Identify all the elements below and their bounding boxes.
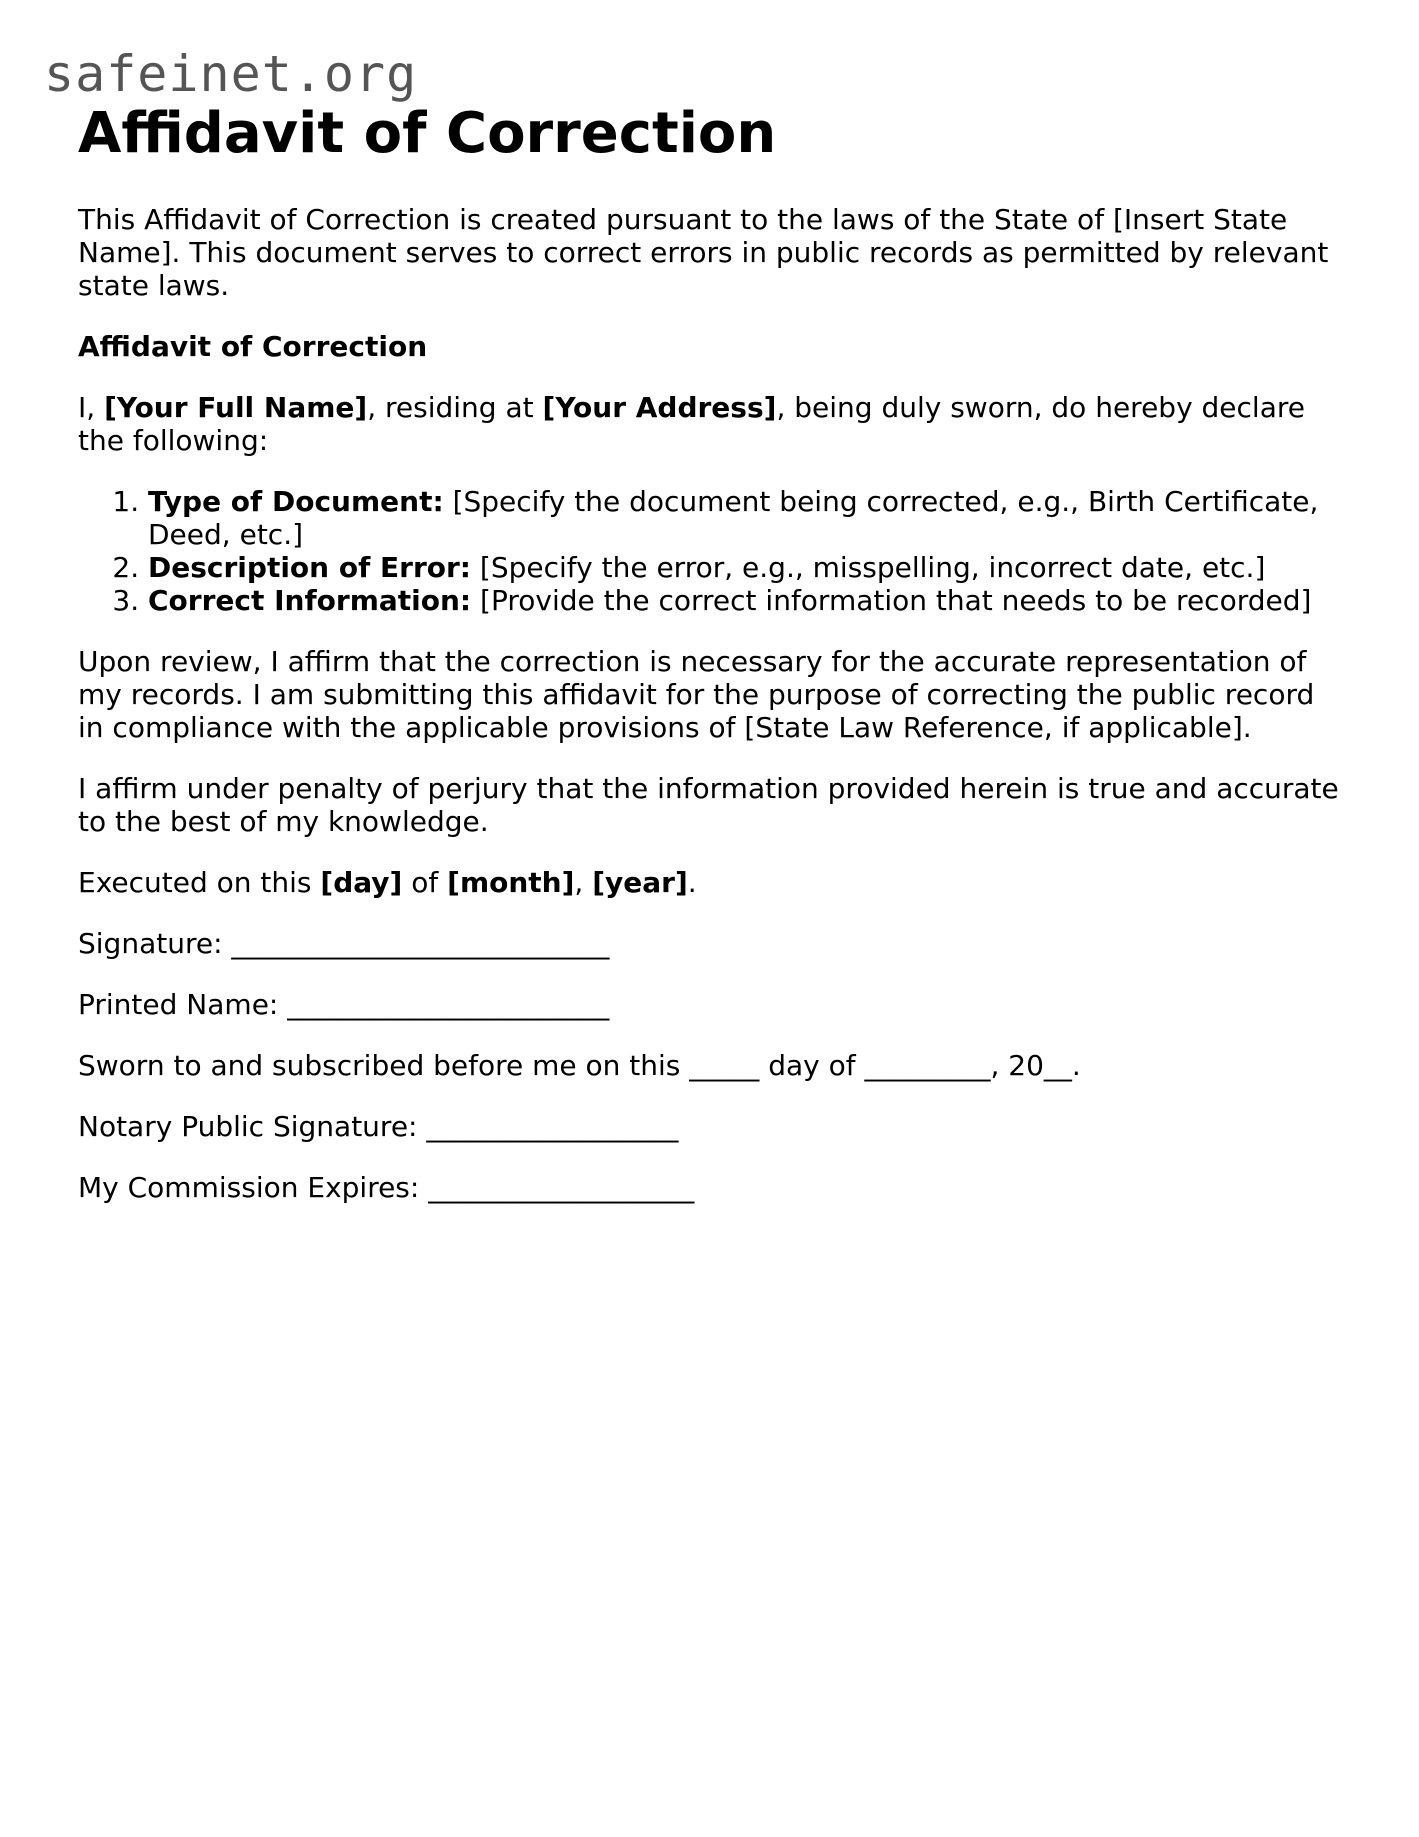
year-placeholder: [year]	[592, 866, 688, 899]
sworn-line: Sworn to and subscribed before me on this _____ day of _________, 20__.	[78, 1049, 1081, 1082]
executed-of: of	[402, 866, 448, 899]
correction-list	[78, 485, 1348, 617]
document-page	[78, 98, 1348, 1204]
list-item-text: [Specify the error, e.g., misspelling, incorrect date, etc.]	[471, 551, 1266, 584]
month-placeholder: [month]	[447, 866, 575, 899]
list-item-label: Correct Information:	[148, 584, 472, 617]
list-item-text: [Provide the correct information that needs to be recorded]	[471, 584, 1312, 617]
list-item-text: [Specify the document being corrected, e.g., Birth Certificate, Deed, etc.]	[148, 485, 1319, 551]
list-item	[148, 551, 1348, 584]
list-item	[148, 584, 1348, 617]
executed-line	[78, 866, 1348, 899]
executed-comma: ,	[574, 866, 593, 899]
day-placeholder: [day]	[320, 866, 403, 899]
affirm-paragraph: I affirm under penalty of perjury that the information provided herein is true and accurate to the best of my knowledge.	[78, 772, 1339, 838]
list-item-label: Type of Document:	[148, 485, 444, 518]
executed-prefix: Executed on this	[78, 866, 321, 899]
signature-line: Signature: ___________________________	[78, 927, 610, 960]
page-title: Affidavit of Correction	[78, 101, 777, 166]
declaration-paragraph	[78, 391, 1348, 457]
list-item	[148, 485, 1348, 551]
review-paragraph: Upon review, I affirm that the correction is necessary for the accurate representation of my records. I am submitting this affidavit for the purpose of correcting the public record in compliance with the applicable provisions of [State Law Reference, if applicable].	[78, 645, 1315, 744]
notary-signature-line: Notary Public Signature: __________________	[78, 1110, 679, 1143]
address-placeholder: [Your Address]	[542, 391, 777, 424]
list-item-label: Description of Error:	[148, 551, 471, 584]
printed-name-line: Printed Name: _______________________	[78, 988, 610, 1021]
watermark: safeinet.org	[44, 45, 418, 103]
section-heading: Affidavit of Correction	[78, 330, 428, 363]
declaration-prefix: I,	[78, 391, 105, 424]
intro-paragraph: This Affidavit of Correction is created pursuant to the laws of the State of [Insert State Name]. This document serves to correct errors in public records as permitted by relevant state laws.	[78, 203, 1329, 302]
declaration-suffix: , being duly sworn, do hereby declare the following:	[78, 391, 1305, 457]
executed-end: .	[687, 866, 697, 899]
commission-expires-line: My Commission Expires: ___________________	[78, 1171, 695, 1204]
declaration-middle: , residing at	[367, 391, 543, 424]
name-placeholder: [Your Full Name]	[104, 391, 368, 424]
